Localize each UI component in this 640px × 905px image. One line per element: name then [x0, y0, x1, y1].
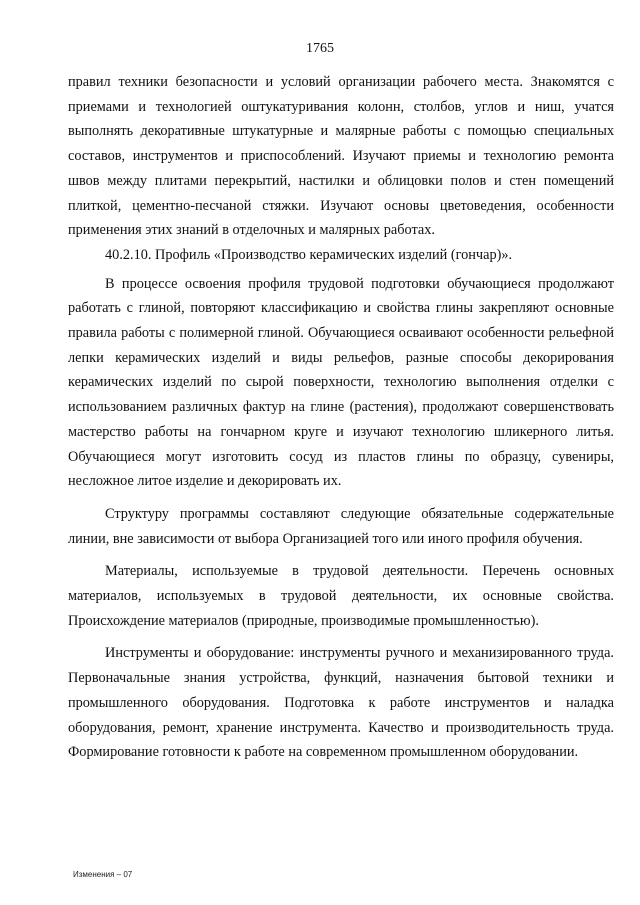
paragraph-continuation: правил техники безопасности и условий организации рабочего места. Знакомятся с приемами и технологией оштукатуривания колонн, столбов, углов и ниш, учатся выполнять декоративные штукатурные и малярные работы с помощью специальных составов, инструментов и приспособлений. Изучают приемы и технологию ремонта швов между плитами перекрытий, настилки и облицовки полов и стен помещений плиткой, цементно-песчаной стяжки. Изучают основы цветоведения, особенности применения этих знаний в отделочных и малярных работах.: [68, 74, 614, 239]
paragraph-tools-equipment: Инструменты и оборудование: инструменты ручного и механизированного труда. Первоначальные знания устройства, функций, назначения бытовой техники и промышленного оборудования. Подготовка к работе инструментов и наладка оборудования, ремонт, хранение инструмента. Качество и производительность труда. Формирование готовности к работе на современном промышленном оборудовании.: [68, 645, 614, 761]
section-heading-ceramics: 40.2.10. Профиль «Производство керамических изделий (гончар)».: [105, 246, 513, 263]
page-number: 1765: [306, 41, 334, 56]
paragraph-ceramics-profile: В процессе освоения профиля трудовой подготовки обучающиеся продолжают работать с глиной, повторяют классификацию и свойства глины закрепляют основные правила работы с полимерной глиной. Обучающиеся осваивают особенности рельефной лепки керамических изделий и виды рельефов, разные способы декорирования керамических изделий по сырой поверхности, технологию выполнения отделки с использованием различных фактур на глине (растения), продолжают совершенствовать мастерство работы на гончарном круге и изучают технологию шликерного литья. Обучающиеся могут изготовить сосуд из пластов глины по образцу, сувениры, несложное литое изделие и декорировать их.: [68, 275, 614, 490]
paragraph-program-structure: Структуру программы составляют следующие обязательные содержательные линии, вне зависимости от выбора Организацией того или иного профиля обучения.: [68, 505, 614, 547]
paragraph-materials: Материалы, используемые в трудовой деятельности. Перечень основных материалов, используемых в трудовой деятельности, их основные свойства. Происхождение материалов (природные, производимые промышленностью).: [68, 563, 614, 629]
body-text: [68, 70, 614, 765]
footer-amendment-note: Изменения – 07: [73, 870, 133, 879]
